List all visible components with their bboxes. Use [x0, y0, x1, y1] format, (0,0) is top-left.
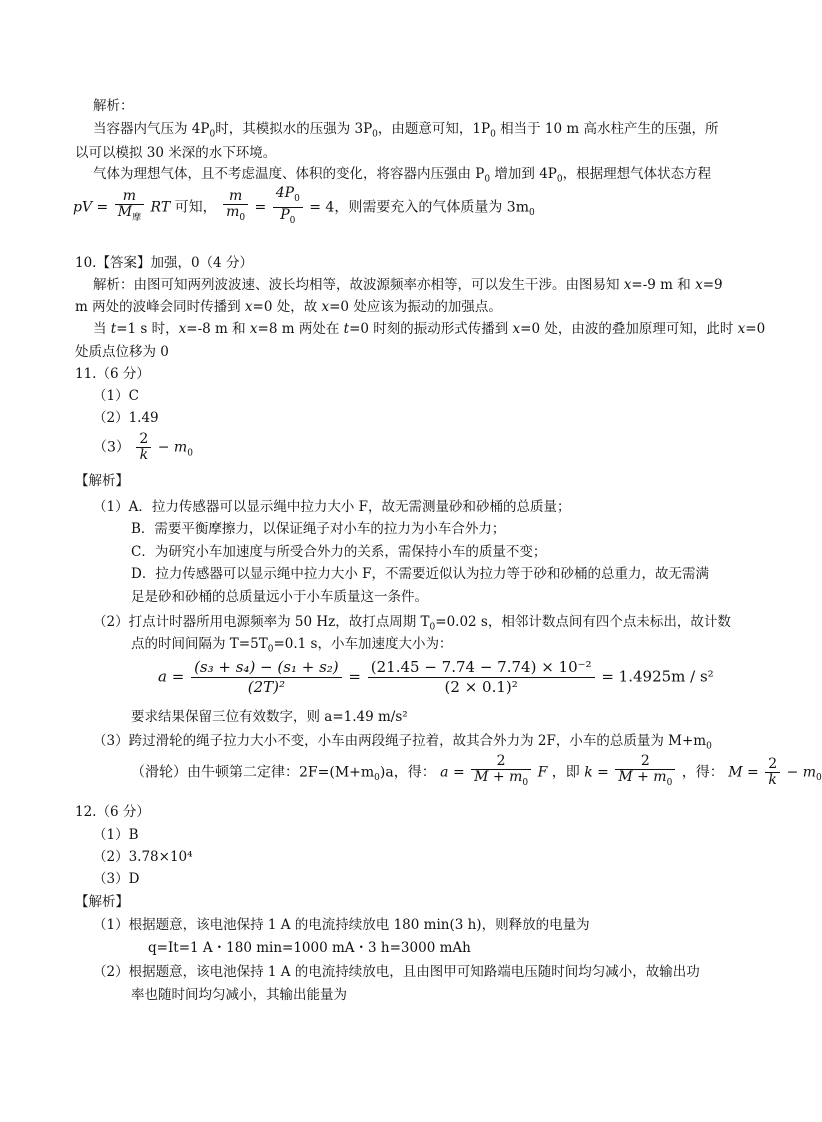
- q11-answer-1: （1）C: [93, 388, 139, 404]
- q11-s2-line-2: 点的时间间隔为 $T=5T_0=0.1$ s，小车加速度大小为：: [131, 636, 453, 655]
- q9-paragraph-1: 当容器内气压为 $4P_0$时，其模拟水的压强为 $3P_0$，由题意可知，$1P_0$ 相当于 10 m 高水柱产生的压强，所: [93, 121, 719, 140]
- q10-heading: 10.【答案】加强，0（4 分）: [75, 255, 253, 271]
- q11-acceleration-equation: a = $\frac{\text{(s₃ + s₄) − (s₁ + s₂)}}{\text{(2T)²}}$ = $\frac{\text{(21.45 − 7.74 − 7.74) × 10⁻²}}{\text{(2 × 0.1)²}}$ = 1.4925m / s²: [158, 658, 714, 696]
- q11-s1-c: C．为研究小车加速度与所受合外力的关系，需保持小车的质量不变；: [131, 544, 547, 560]
- q11-s2-result: 要求结果保留三位有效数字，则 a=1.49 m/s²: [131, 709, 408, 725]
- q11-s1-d-cont: 足是砂和砂桶的总质量远小于小车质量这一条件。: [131, 589, 428, 605]
- two-over-k-result: $\frac{2}{k}$: [765, 757, 780, 788]
- q10-line-1: 解析：由图可知两列波波速、波长均相等，故波源频率亦相等，可以发生干涉。由图易知 x=-9 m 和 x=9: [93, 277, 723, 293]
- q12-heading: 12.（6 分）: [75, 804, 150, 820]
- q11-s1-b: B．需要平衡摩擦力，以保证绳子对小车的拉力为小车合外力；: [131, 521, 506, 537]
- acc-fraction-numeric: $\frac{\text{(21.45 − 7.74 − 7.74) × 10⁻²}}{\text{(2 × 0.1)²}}$: [368, 658, 595, 697]
- two-over-m-plus-m0-a: $\frac{2}{M + m_0}$: [471, 754, 531, 791]
- q9-analysis-label: 解析：: [93, 98, 134, 114]
- q12-answer-2: （2）3.78×10⁴: [93, 849, 193, 865]
- two-over-m-plus-m0-k: $\frac{2}{M + m_0}$: [615, 754, 675, 791]
- acc-fraction-symbolic: $\frac{\text{(s₃ + s₄) − (s₁ + s₂)}}{\text{(2T)²}}$: [191, 658, 342, 697]
- 4p0-over-p0: $\frac{4P_0}{P_0}$: [273, 186, 303, 229]
- q11-analysis-label: 【解析】: [75, 473, 129, 489]
- q11-answer-2: （2）1.49: [93, 410, 159, 426]
- q12-s2-line-1: （2）根据题意，该电池保持 1 A 的电流持续放电，且由图甲可知路端电压随时间均匀减小，故输出功: [93, 964, 700, 980]
- q11-s1-d: D．拉力传感器可以显示绳中拉力大小 F，不需要近似认为拉力等于砂和砂桶的总重力，故无需满: [131, 566, 709, 582]
- q12-analysis-label: 【解析】: [75, 894, 129, 910]
- q11-answer-3: （3） $\frac{2}{k}$ − $m_0$: [93, 431, 193, 463]
- q10-line-3: 当 t=1 s 时，x=-8 m 和 x=8 m 两处在 t=0 时刻的振动形式传播到 x=0 处，由波的叠加原理可知，此时 x=0: [93, 321, 766, 337]
- q9-paragraph-1-cont: 以可以模拟 30 米深的水下环境。: [75, 145, 277, 161]
- m-over-m0: $\frac{m}{m_0}$: [223, 189, 248, 226]
- q10-line-2: m 两处的波峰会同时传播到 x=0 处，故 x=0 处应该为振动的加强点。: [75, 299, 502, 315]
- two-over-k: $\frac{2}{k}$: [136, 432, 151, 463]
- m-over-molar-mass: $\frac{m}{M_摩}$: [115, 189, 144, 226]
- q12-s2-line-2: 率也随时间均匀减小，其输出能量为: [131, 987, 347, 1003]
- q10-line-4: 处质点位移为 0: [75, 344, 169, 360]
- q12-s1: （1）根据题意，该电池保持 1 A 的电流持续放电 180 min(3 h)，则释放的电量为: [93, 917, 590, 933]
- q11-s3-line-1: （3）跨过滑轮的绳子拉力大小不变，小车由两段绳子拉着，故其合外力为 2F，小车的总质量为 $M+m_0$: [93, 733, 712, 752]
- q11-heading: 11.（6 分）: [75, 366, 150, 382]
- q9-gas-equation: pV = $\frac{m}{M_摩}$ RT 可知， $\frac{m}{m_0}$ = $\frac{4P_0}{P_0}$ = 4，则需要充入的气体质量为 $3m_0$: [73, 186, 535, 229]
- q11-s3-line-2: （滑轮）由牛顿第二定律：$2F=(M+m_0)a$，得： a = $\frac{2}{M + m_0}$ F ，即 k = $\frac{2}{M + m_0}$ ，得： M = $\frac{2}{k}$ − $m_0$: [131, 754, 822, 791]
- q12-s1-equation: q=It=1 A・180 min=1000 mA・3 h=3000 mAh: [148, 940, 471, 956]
- q9-paragraph-2: 气体为理想气体，且不考虑温度、体积的变化，将容器内压强由 $P_0$ 增加到 $4P_0$，根据理想气体状态方程: [93, 166, 712, 185]
- q12-answer-1: （1）B: [93, 827, 139, 843]
- q11-s2-line-1: （2）打点计时器所用电源频率为 50 Hz，故打点周期 $T_0=0.02$ s，相邻计数点间有四个点未标出，故计数: [93, 614, 731, 633]
- q12-answer-3: （3）D: [93, 871, 140, 887]
- q11-s1-a: （1）A．拉力传感器可以显示绳中拉力大小 F，故无需测量砂和砂桶的总质量；: [93, 499, 571, 515]
